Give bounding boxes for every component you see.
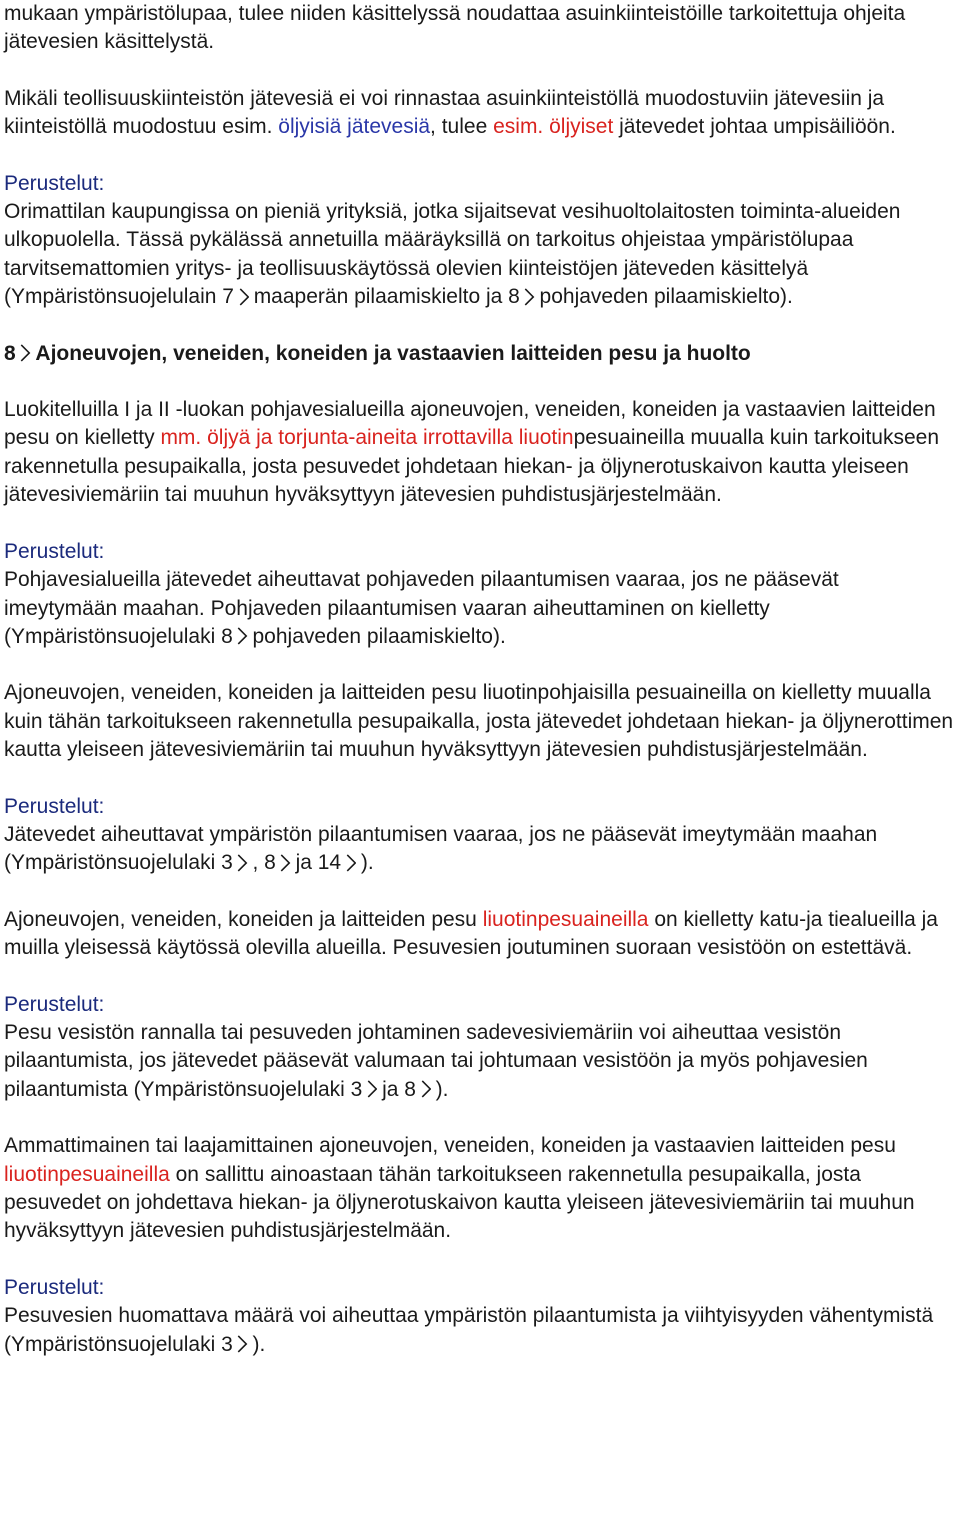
highlighted-text: liuotinpesuaineilla xyxy=(482,907,649,931)
perustelut-label: Perustelut: xyxy=(4,539,105,563)
section-sign-icon xyxy=(346,853,357,873)
document-page xyxy=(4,0,954,1359)
text-run: Jätevedet aiheuttavat ympäristön pilaantumisen vaaraa, jos ne pääsevät imeytymään maahan (Ympäristönsuojelulaki 3 xyxy=(4,822,878,875)
text-run: Luokitelluilla I ja II -luokan pohjavesialueilla ajoneuvojen, veneiden, koneiden ja vastaavien laitteiden pesu on kielletty xyxy=(4,398,936,450)
section-sign-icon xyxy=(237,1334,248,1354)
text-run: ja 8 xyxy=(382,1077,416,1101)
section-heading xyxy=(4,340,954,368)
text-run: Ammattimainen tai laajamittainen ajoneuvojen, veneiden, koneiden ja vastaavien laitteiden pesu xyxy=(4,1134,896,1158)
text-run: Ajoneuvojen, veneiden, koneiden ja laitteiden pesu xyxy=(4,907,483,931)
section-sign-icon xyxy=(239,287,250,307)
section-sign-icon xyxy=(421,1079,432,1099)
paragraph xyxy=(4,793,954,878)
section-sign-icon xyxy=(280,853,291,873)
section-sign-icon xyxy=(367,1079,378,1099)
text-run: pohjaveden pilaamiskielto). xyxy=(539,285,793,309)
highlighted-text: liuotinpesuaineilla xyxy=(4,1162,170,1186)
highlighted-text: mm. öljyä ja torjunta-aineita irrottavilla liuotin xyxy=(160,426,574,450)
highlighted-text: esim. öljyiset xyxy=(493,115,614,139)
perustelut-label: Perustelut: xyxy=(4,992,105,1016)
perustelut-label: Perustelut: xyxy=(4,171,105,195)
text-run: maaperän pilaamiskielto ja 8 xyxy=(253,285,520,309)
paragraph xyxy=(4,396,954,510)
paragraph xyxy=(4,0,954,57)
section-sign-icon xyxy=(524,287,535,307)
perustelut-label: Perustelut: xyxy=(4,794,105,818)
text-run: on sallittu ainoastaan tähän tarkoitukseen rakennetulla pesupaikalla, josta pesuvedet on johdettava hiekan- ja öljynerotuskaivon kautta yleiseen jätevesiviemäriin tai muuhun hyväksyttyyn jätevesien puhdistusjärjestelmään. xyxy=(4,1162,915,1243)
text-run: Pesuvesien huomattava määrä voi aiheuttaa ympäristön pilaantumista ja viihtyisyyden vähentymistä (Ympäristönsuojelulaki 3 xyxy=(4,1304,934,1356)
section-sign-icon xyxy=(20,343,31,363)
paragraph xyxy=(4,906,954,963)
text-run: jätevedet johtaa umpisäiliöön. xyxy=(613,115,896,139)
paragraph xyxy=(4,1274,954,1359)
text-run: ja 14 xyxy=(295,851,342,875)
section-sign-icon xyxy=(237,626,248,646)
text-run: , tulee xyxy=(430,115,494,139)
text-run: Mikäli teollisuuskiinteistön jätevesiä ei voi rinnastaa asuinkiinteistöllä muodostuviin jätevesiin ja kiinteistöllä muodostuu esim. xyxy=(4,86,885,139)
text-run: pohjaveden pilaamiskielto). xyxy=(252,624,506,648)
paragraph xyxy=(4,538,954,652)
text-run: on kielletty katu-ja tiealueilla ja muilla yleisessä käytössä olevilla alueilla. Pesuvesien joutuminen suoraan vesistöön on estettävä. xyxy=(4,907,938,960)
text-run: Ajoneuvojen, veneiden, koneiden ja vastaavien laitteiden pesu ja huolto xyxy=(35,341,751,365)
text-run: Orimattilan kaupungissa on pieniä yrityksiä, jotka sijaitsevat vesihuoltolaitosten toiminta-alueiden ulkopuolella. Tässä pykälässä annetuilla määräyksillä on tarkoitus ohjeistaa ympäristölupaa tarvitsemattomien yritys- ja teollisuuskäytössä olevien kiinteistöjen jäteveden käsittelyä (Ympäristönsuojelulain 7 xyxy=(4,200,901,309)
text-run: , 8 xyxy=(252,851,276,875)
section-sign-icon xyxy=(237,853,248,873)
paragraph xyxy=(4,1132,954,1246)
paragraph xyxy=(4,991,954,1105)
text-run: 8 xyxy=(4,341,16,365)
paragraph xyxy=(4,85,954,142)
text-run: Pesu vesistön rannalla tai pesuveden johtaminen sadevesiviemäriin voi aiheuttaa vesistön pilaantumista, jos jätevedet pääsevät valumaan tai johtumaan vesistöön ja myös pohjavesien pilaantumista (Ympäristönsuojelulaki 3 xyxy=(4,1020,868,1101)
highlighted-text: öljyisiä jätevesiä xyxy=(278,115,431,139)
paragraph xyxy=(4,679,954,764)
text-run: mukaan ympäristölupaa, tulee niiden käsittelyssä noudattaa asuinkiinteistöille tarkoitettuja ohjeita jätevesien käsittelystä. xyxy=(4,2,906,54)
text-run: Pohjavesialueilla jätevedet aiheuttavat pohjaveden pilaantumisen vaaraa, jos ne pääsevät imeytymään maahan. Pohjaveden pilaantumisen vaaran aiheuttaminen on kielletty (Ympäristönsuojelulaki 8 xyxy=(4,568,839,648)
paragraph xyxy=(4,170,954,312)
text-run: ). xyxy=(360,851,374,875)
text-run: pesuaineilla muualla kuin tarkoitukseen rakennetulla pesupaikalla, josta pesuvedet johdetaan hiekan- ja öljynerotuskaivon kautta yleiseen jätevesiviemäriin tai muuhun hyväksyttyyn jätevesien puhdistusjärjestelmään. xyxy=(4,426,939,507)
text-run: ). xyxy=(435,1077,449,1101)
perustelut-label: Perustelut: xyxy=(4,1275,105,1299)
text-run: Ajoneuvojen, veneiden, koneiden ja laitteiden pesu liuotinpohjaisilla pesuaineilla on kielletty muualla kuin tähän tarkoitukseen rakennetulla pesupaikalla, josta jätevedet johdetaan hiekan- ja öljynerottimen kautta yleiseen jätevesiviemäriin tai muuhun hyväksyttyyn jätevesien puhdistusjärjestelmään. xyxy=(4,681,954,762)
text-run: ). xyxy=(252,1332,266,1356)
